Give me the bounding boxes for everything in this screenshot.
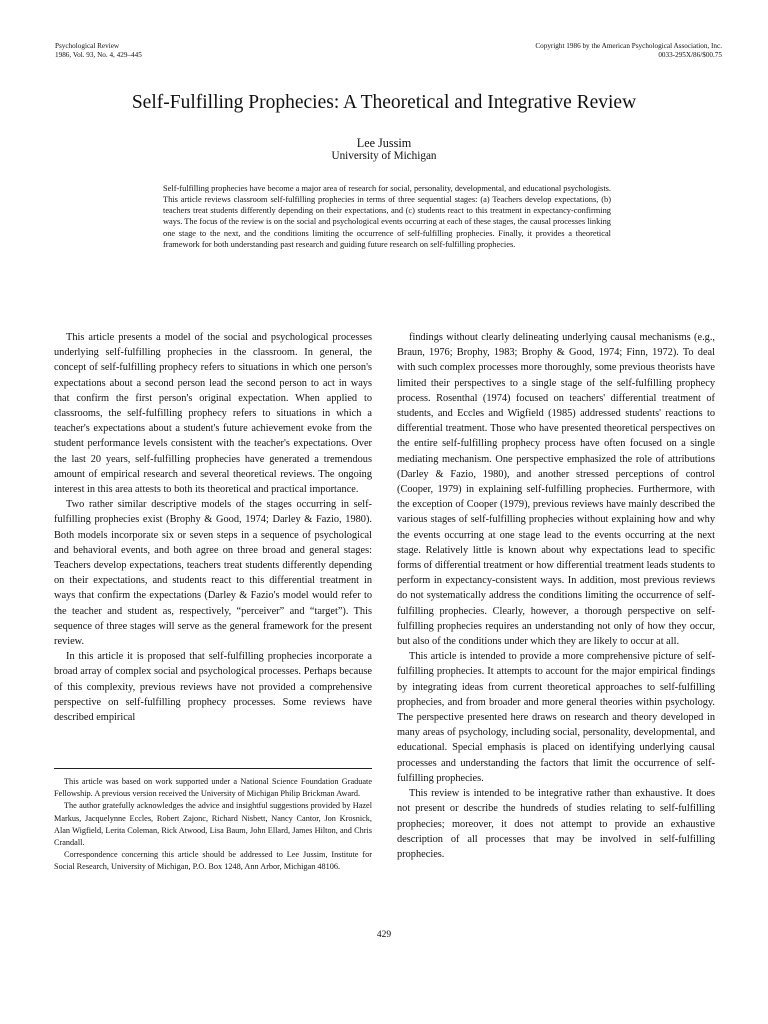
article-title: Self-Fulfilling Prophecies: A Theoretical and Integrative Review bbox=[131, 92, 637, 113]
journal-volume: 1986, Vol. 93, No. 4, 429–445 bbox=[55, 50, 142, 59]
body-paragraph: This review is intended to be integrative rather than exhaustive. It does not present or describe the hundreds of studies relating to self-fulfilling prophecies; moreover, it does not attempt to provide an exhaustive description of all processes that may be involved in self-fulfilling prophecies. bbox=[397, 788, 715, 860]
copyright-notice bbox=[535, 42, 722, 59]
journal-name: Psychological Review bbox=[55, 42, 120, 50]
footnote-divider bbox=[54, 768, 372, 769]
body-paragraph: Two rather similar descriptive models of the stages occurring in self-fulfilling prophecies exist (Brophy & Good, 1974; Darley & Fazio, 1980). Both models incorporate six or seven steps in a sequence of psychological and behavioral events, and both agree on three broad and general stages: Teachers develop expectations, teachers treat students differently depending on their expectations, and students react to this differential treatment in ways that confirm the expectations (Darley & Fazio's model would refer to the teacher and student as, respectively, “perceiver” and “target”). This sequence of three stages will serve as the general framework for the present review. bbox=[54, 499, 372, 648]
right-column bbox=[397, 330, 715, 862]
page-number: 429 bbox=[376, 930, 392, 940]
body-paragraph: This article is intended to provide a more comprehensive picture of self-fulfilling prophecies. It attempts to account for the major empirical findings by integrating ideas from current theoretical approaches to self-fulfilling prophecies, and from broader and more general theories within psychology. The perspective presented here draws on research and theory developed in many areas of psychology, including social, personality, developmental, and educational. Special emphasis is placed on identifying underlying causal processes and understanding the factors that limit the occurrence of self-fulfilling prophecies. bbox=[397, 651, 715, 784]
footnote: Correspondence concerning this article should be addressed to Lee Jussim, Institute for Social Research, University of Michigan, P.O. Box 1248, Ann Arbor, Michigan 48106. bbox=[54, 850, 372, 872]
body-paragraph: In this article it is proposed that self-fulfilling prophecies incorporate a broad array of complex social and psychological processes. Perhaps because of this complexity, previous reviews have not provided a comprehensive perspective on self-fulfilling prophecy processes. Some reviews have described empirical bbox=[54, 651, 372, 724]
body-paragraph: This article presents a model of the social and psychological processes underlying self-fulfilling prophecies in the classroom. In general, the concept of self-fulfilling prophecy refers to situations in which one person's expectations about a second person lead the second person to act in ways that confirm the first person's original expectation. When applied to classrooms, the self-fulfilling prophecy refers to situations in which a teacher's expectations about a student's future achievement evoke from the student performance levels consistent with the teacher's expectations. Over the last 20 years, self-fulfilling prophecies have generated a tremendous amount of empirical research and several theoretical reviews. The ongoing interest in this area attests to both its theoretical and practical importance. bbox=[54, 332, 372, 496]
footnotes bbox=[54, 776, 372, 874]
abstract: Self-fulfilling prophecies have become a major area of research for social, personality, developmental, and educational psychologists. This article reviews classroom self-fulfilling prophecies in terms of three sequential stages: (a) Teachers develop expectations, (b) teachers treat students differently depending on their expectations, and (c) students react to this treatment in expectancy-confirming ways. The focus of the review is on the social and psychological events occurring at each of these stages, the causal processes linking one stage to the next, and the conditions limiting the occurrence of self-fulfilling prophecies. Finally, it provides a theoretical framework for both understanding past research and guiding future research on self-fulfilling prophecies. bbox=[163, 184, 611, 249]
author-affiliation: University of Michigan bbox=[331, 150, 437, 162]
journal-citation bbox=[55, 42, 142, 59]
issn-code: 0033-295X/86/$00.75 bbox=[658, 50, 722, 59]
left-column bbox=[54, 330, 372, 725]
author-name: Lee Jussim bbox=[356, 136, 412, 150]
footnote: The author gratefully acknowledges the advice and insightful suggestions provided by Hazel Markus, Jacquelynne Eccles, Robert Zajonc, Richard Nisbett, Nancy Cantor, Jon Krosnick, Alan Wigfield, Lerita Coleman, Rick Atwood, Lisa Baum, John Ellard, James Hilton, and Chris Crandall. bbox=[54, 801, 372, 848]
footnote: This article was based on work supported under a National Science Foundation Graduate Fellowship. A previous version received the University of Michigan Philip Brickman Award. bbox=[54, 777, 372, 799]
body-paragraph: findings without clearly delineating underlying causal mechanisms (e.g., Braun, 1976; Brophy, 1983; Brophy & Good, 1974; Finn, 1972). To deal with such complex processes more thoroughly, some previous theorists have limited their perspectives to a single stage of the self-fulfilling prophecy process. Rosenthal (1974) focused on teachers' differential treatment of students, and Eccles and Wigfield (1985) addressed students' reactions to differential treatment. Those who have presented theoretical perspectives on the entire self-fulfilling prophecy process have often focused on a single mediating mechanism. One perspective emphasized the role of attributions (Darley & Fazio, 1980), and another stressed perceptions of control (Cooper, 1979) in explaining self-fulfilling prophecies. Furthermore, with the exception of Cooper (1979), previous reviews have mainly described the various stages of self-fulfilling prophecies without explaining how and why the events occurring at one stage lead to the events occurring at the next stage. Relatively little is known about why expectations lead to specific forms of differential treatment or how differential treatment leads students to perform in expectancy-consistent ways. In addition, most previous reviews do not systematically address the conditions limiting the occurrence of self-fulfilling prophecies. Clearly, however, a thorough perspective on self-fulfilling prophecies requires an understanding not only of how they occur, but also of the conditions under which they are likely to occur at all. bbox=[397, 332, 715, 648]
copyright-holder: Copyright 1986 by the American Psychological Association, Inc. bbox=[535, 42, 722, 50]
